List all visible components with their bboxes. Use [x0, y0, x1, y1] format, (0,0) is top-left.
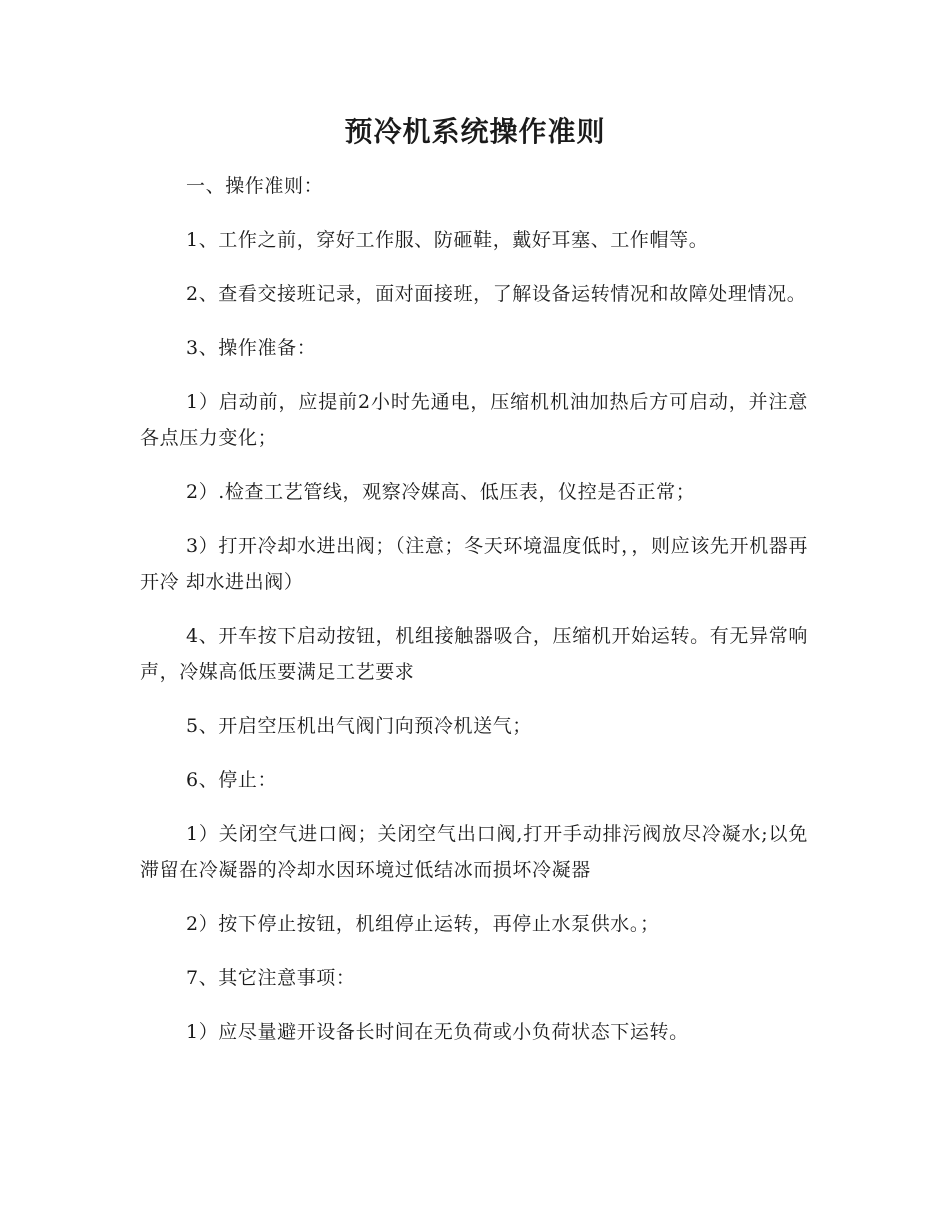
rule-6-stop: 6、停止： [186, 769, 278, 791]
prep-step-3-cooling-water: 3）打开冷却水进出阀；（注意；冬天环境温度低时，，则应该先开机器再开冷 却水进出阀） [140, 535, 808, 593]
stop-step-2-press-stop: 2）按下停止按钮，机组停止运转，再停止水泵供水。； [186, 913, 660, 935]
rule-4-start-machine: 4、开车按下启动按钮，机组接触器吸合，压缩机开始运转。有无异常响声，冷媒高低压要满足工艺要求 [140, 625, 808, 683]
rule-5-open-air-valve: 5、开启空压机出气阀门向预冷机送气； [186, 715, 532, 737]
note-step-1-avoid-no-load: 1）应尽量避开设备长时间在无负荷或小负荷状态下运转。 [186, 1021, 689, 1043]
prep-step-2-check-pipelines: 2）.检查工艺管线，观察冷媒高、低压表，仪控是否正常； [186, 481, 696, 503]
prep-step-1-power-on: 1）启动前，应提前2小时先通电，压缩机机油加热后方可启动，并注意各点压力变化； [140, 391, 808, 449]
rule-7-other-notes: 7、其它注意事项： [186, 967, 356, 989]
stop-step-1-close-valves: 1）关闭空气进口阀；关闭空气出口阀,打开手动排污阀放尽冷凝水;以免滞留在冷凝器的冷却水因环境过低结冰而损坏冷凝器 [140, 823, 808, 881]
rule-1-workwear: 1、工作之前，穿好工作服、防砸鞋，戴好耳塞、工作帽等。 [186, 229, 709, 251]
document-title: 预冷机系统操作准则 [344, 115, 606, 148]
rule-3-operation-preparation: 3、操作准备： [186, 337, 317, 359]
section-heading-operation-rules: 一、操作准则： [186, 175, 324, 197]
document-body [140, 168, 808, 1068]
rule-2-shift-handover: 2、查看交接班记录，面对面接班，了解设备运转情况和故障处理情况。 [186, 283, 807, 305]
